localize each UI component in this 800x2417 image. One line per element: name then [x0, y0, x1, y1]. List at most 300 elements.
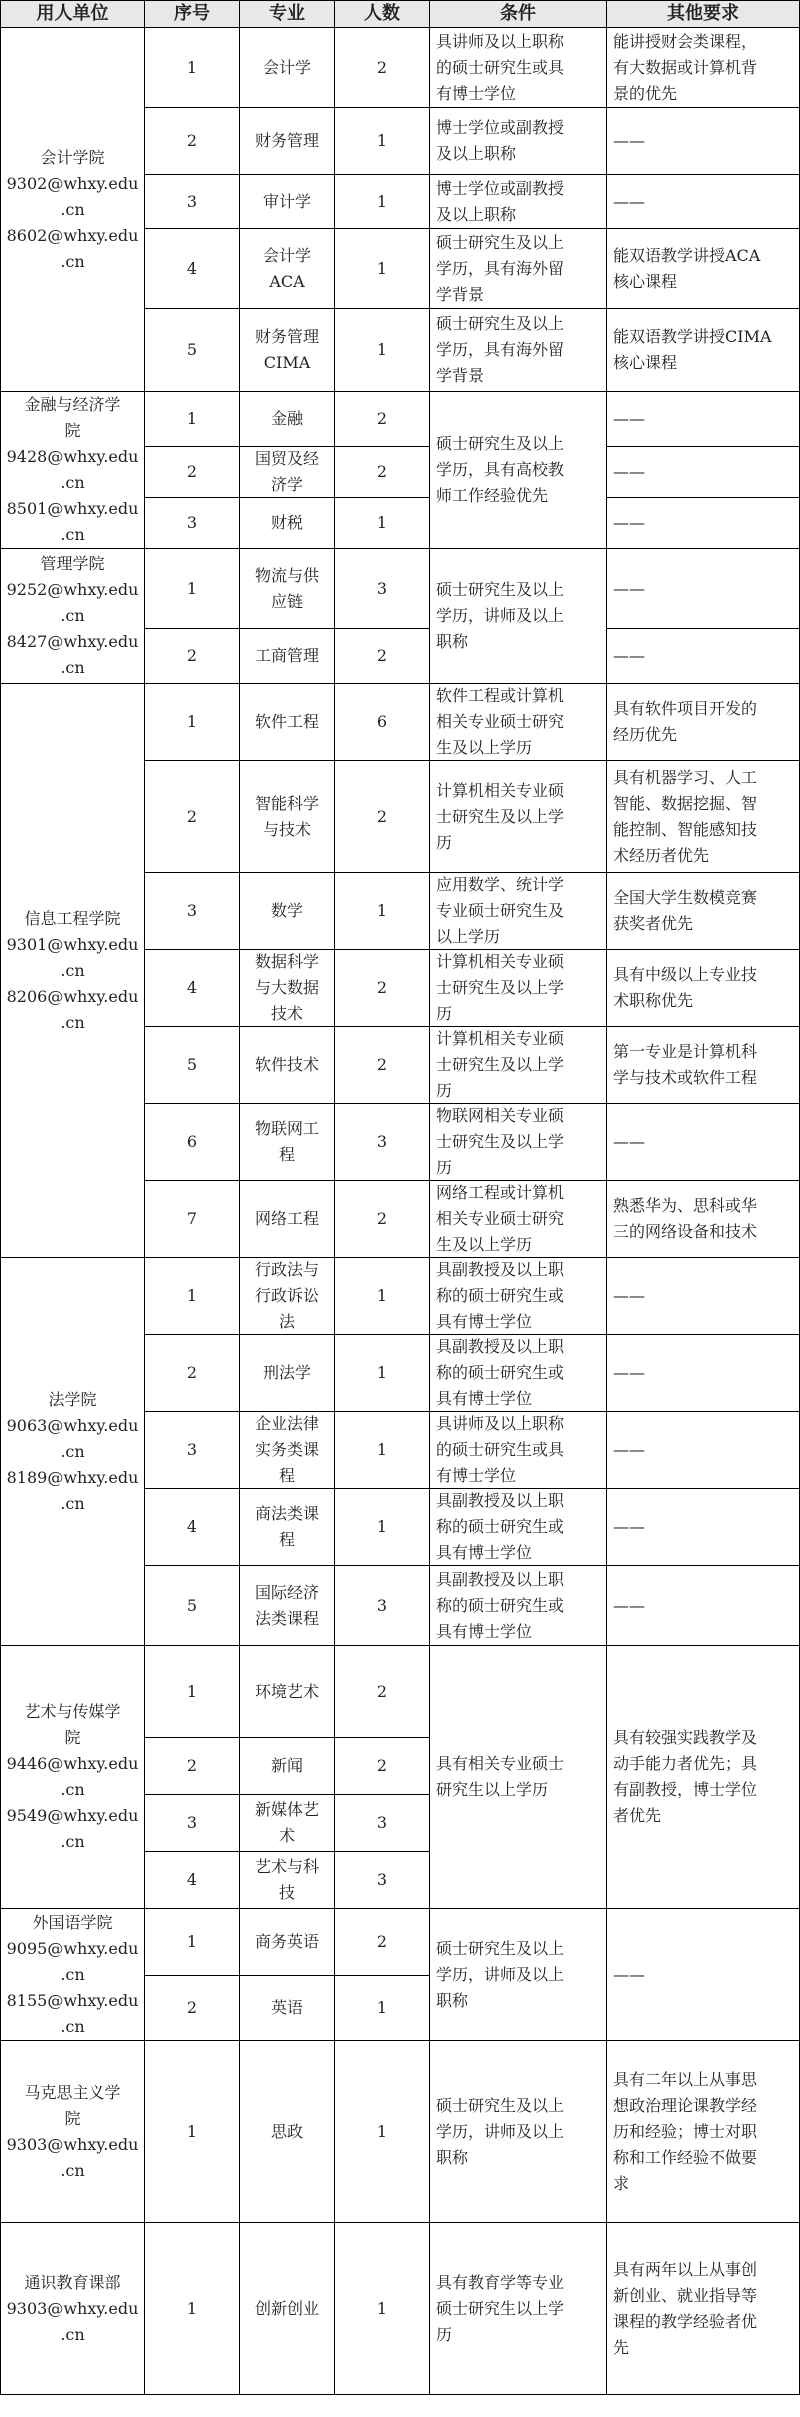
major-cell-text: 数据科学 与大数据 技术 [254, 952, 319, 1023]
seq-cell-text: 2 [186, 646, 198, 665]
seq-cell-text: 1 [186, 1681, 198, 1701]
major-cell-text: 企业法律 实务类课 程 [254, 1414, 319, 1485]
count-cell [335, 1104, 430, 1181]
count-cell [335, 1027, 430, 1104]
condition-cell-text: 具副教授及以上职 称的硕士研究生或 具有博士学位 [436, 1260, 565, 1331]
seq-cell-text: 4 [186, 258, 198, 278]
major-cell [240, 175, 335, 229]
major-cell [240, 1489, 335, 1566]
condition-cell-management-text: 硕士研究生及以上 学历，讲师及以上 职称 [436, 580, 565, 651]
seq-cell-text: 3 [186, 1813, 198, 1832]
other-cell-text: —— [613, 409, 645, 428]
unit-info [0, 684, 145, 1258]
other-cell-text: 第一专业是计算机科 学与技术或软件工程 [613, 1042, 758, 1087]
count-cell-text: 2 [376, 806, 388, 826]
major-cell-text: 工商管理 [254, 646, 319, 665]
major-cell-text: 商务英语 [254, 1932, 319, 1951]
condition-cell-text: 网络工程或计算机 相关专业硕士研究 生及以上学历 [436, 1183, 565, 1254]
seq-cell-text: 2 [186, 131, 198, 150]
major-cell-text: 物联网工 程 [254, 1119, 319, 1164]
count-cell-text: 2 [376, 1055, 388, 1074]
seq-cell-text: 3 [186, 191, 198, 211]
major-cell [240, 1258, 335, 1335]
other-cell [607, 629, 800, 684]
header-condition-text: 条件 [500, 3, 536, 24]
condition-cell-text: 具讲师及以上职称 的硕士研究生或具 有博士学位 [436, 31, 565, 103]
count-cell-text: 1 [376, 2298, 388, 2318]
other-cell-text: —— [613, 1595, 645, 1615]
seq-cell-text: 1 [186, 712, 198, 731]
condition-cell-text: 计算机相关专业硕 士研究生及以上学 历 [436, 780, 565, 852]
header-seq [145, 0, 240, 28]
seq-cell [145, 1104, 240, 1181]
count-cell-text: 2 [376, 57, 388, 77]
seq-cell [145, 1412, 240, 1489]
count-cell [335, 108, 430, 175]
count-cell-text: 2 [376, 1681, 388, 1701]
condition-cell-text: 硕士研究生及以上 学历，讲师及以上 职称 [436, 2095, 565, 2167]
condition-cell-text: 计算机相关专业硕 士研究生及以上学 历 [436, 1029, 565, 1100]
count-cell [335, 392, 430, 447]
other-cell [607, 1181, 800, 1258]
other-cell [607, 1258, 800, 1335]
seq-cell-text: 1 [186, 2121, 198, 2141]
other-cell [607, 2223, 800, 2395]
condition-cell-text: 硕士研究生及以上 学历，具有海外留 学背景 [436, 314, 565, 385]
count-cell [335, 1335, 430, 1412]
header-unit-text: 用人单位 [36, 3, 109, 24]
other-cell-text: 全国大学生数模竞赛 获奖者优先 [613, 888, 758, 933]
count-cell-text: 1 [376, 2121, 388, 2141]
seq-cell [145, 2041, 240, 2223]
count-cell [335, 229, 430, 309]
condition-cell [430, 1335, 607, 1412]
header-condition [430, 0, 607, 28]
other-cell [607, 549, 800, 629]
other-cell [607, 950, 800, 1027]
seq-cell [145, 629, 240, 684]
count-cell-text: 3 [376, 1870, 388, 1889]
other-cell-text: —— [613, 578, 645, 598]
other-cell-text: 具有二年以上从事思 想政治理论课教学经 历和经验；博士对职 称和工作经验不做要 求 [613, 2069, 758, 2193]
count-cell [335, 873, 430, 950]
unit-finance-text: 金融与经济学 院 9428@whxy.edu .cn 8501@whxy.edu .cn [6, 395, 139, 544]
major-cell [240, 1852, 335, 1909]
seq-cell [145, 1852, 240, 1909]
major-cell-text: 物流与供 应链 [254, 565, 319, 611]
major-cell-text: 商法类课 程 [254, 1504, 319, 1549]
count-cell [335, 1566, 430, 1646]
major-cell-text: 软件工程 [254, 712, 319, 731]
seq-cell [145, 1335, 240, 1412]
count-cell-text: 2 [376, 1209, 388, 1228]
major-cell [240, 1909, 335, 1976]
other-cell-text: 具有两年以上从事创 新创业、就业指导等 课程的教学经验者优 先 [613, 2259, 758, 2357]
condition-cell-text: 具讲师及以上职称 的硕士研究生或具 有博士学位 [436, 1414, 565, 1485]
major-cell [240, 447, 335, 498]
condition-cell [430, 761, 607, 873]
seq-cell [145, 1181, 240, 1258]
count-cell [335, 1795, 430, 1852]
major-cell-text: 数学 [270, 901, 303, 920]
seq-cell [145, 2223, 240, 2395]
other-cell [607, 175, 800, 229]
unit-marxism-text: 马克思主义学 院 9303@whxy.edu .cn [6, 2082, 139, 2180]
count-cell [335, 1412, 430, 1489]
count-cell [335, 761, 430, 873]
other-cell-text: 具有软件项目开发的 经历优先 [613, 699, 758, 744]
condition-cell-text: 具副教授及以上职 称的硕士研究生或 具有博士学位 [436, 1569, 565, 1641]
seq-cell-text: 2 [186, 806, 198, 826]
count-cell-text: 2 [376, 409, 388, 428]
major-cell [240, 1412, 335, 1489]
condition-cell [430, 950, 607, 1027]
count-cell [335, 1738, 430, 1795]
other-cell [607, 1412, 800, 1489]
count-cell [335, 1646, 430, 1738]
count-cell-text: 6 [376, 712, 388, 731]
seq-cell-text: 6 [186, 1132, 198, 1151]
major-cell-text: 思政 [270, 2121, 303, 2141]
condition-cell [430, 1412, 607, 1489]
count-cell [335, 684, 430, 761]
major-cell [240, 1738, 335, 1795]
seq-cell-text: 1 [186, 1286, 198, 1305]
header-seq-text: 序号 [174, 3, 210, 24]
major-cell [240, 1335, 335, 1412]
other-cell [607, 873, 800, 950]
seq-cell-text: 4 [186, 1517, 198, 1536]
seq-cell [145, 175, 240, 229]
other-cell [607, 498, 800, 549]
major-cell-text: 智能科学 与技术 [254, 793, 319, 839]
other-cell-text: 能讲授财会类课程， 有大数据或计算机背 景的优先 [613, 31, 758, 103]
seq-cell [145, 1646, 240, 1738]
unit-general [0, 2223, 145, 2395]
other-cell-text: —— [613, 1440, 645, 1459]
condition-cell-text: 博士学位或副教授 及以上职称 [436, 118, 565, 163]
seq-cell-text: 3 [186, 901, 198, 920]
condition-cell [430, 175, 607, 229]
count-cell-text: 1 [376, 1440, 388, 1459]
major-cell [240, 28, 335, 108]
header-unit [0, 0, 145, 28]
count-cell [335, 549, 430, 629]
condition-cell [430, 2041, 607, 2223]
major-cell-text: 英语 [270, 1998, 303, 2017]
condition-cell [430, 1489, 607, 1566]
other-cell-text: —— [613, 1517, 645, 1536]
seq-cell-text: 1 [186, 409, 198, 428]
other-cell-text: 能双语教学讲授ACA 核心课程 [613, 245, 761, 291]
count-cell-text: 1 [376, 191, 388, 211]
seq-cell-text: 7 [186, 1209, 198, 1228]
header-major [240, 0, 335, 28]
count-cell [335, 1909, 430, 1976]
unit-art [0, 1646, 145, 1909]
count-cell [335, 1976, 430, 2041]
seq-cell [145, 28, 240, 108]
count-cell-text: 1 [376, 1363, 388, 1382]
seq-cell [145, 229, 240, 309]
major-cell [240, 950, 335, 1027]
major-cell-text: 网络工程 [254, 1209, 319, 1228]
count-cell-text: 1 [376, 1998, 388, 2017]
major-cell [240, 309, 335, 392]
other-cell-text: 熟悉华为、思科或华 三的网络设备和技术 [613, 1196, 758, 1241]
count-cell-text: 2 [376, 462, 388, 481]
seq-cell-text: 1 [186, 1932, 198, 1951]
other-cell [607, 108, 800, 175]
count-cell [335, 1489, 430, 1566]
major-cell [240, 1566, 335, 1646]
condition-cell-text: 具副教授及以上职 称的硕士研究生或 具有博士学位 [436, 1491, 565, 1562]
count-cell [335, 447, 430, 498]
condition-cell-text: 硕士研究生及以上 学历，具有海外留 学背景 [436, 232, 565, 304]
major-cell [240, 392, 335, 447]
count-cell-text: 2 [376, 1756, 388, 1775]
seq-cell [145, 549, 240, 629]
count-cell [335, 309, 430, 392]
seq-cell-text: 4 [186, 978, 198, 997]
other-cell-text: —— [613, 131, 645, 150]
other-cell [607, 761, 800, 873]
condition-cell-management [430, 549, 607, 684]
seq-cell [145, 950, 240, 1027]
condition-cell-text: 应用数学、统计学 专业硕士研究生及 以上学历 [436, 875, 565, 946]
major-cell-text: 会计学 ACA [262, 245, 311, 291]
seq-cell [145, 873, 240, 950]
header-count-text: 人数 [364, 3, 400, 24]
count-cell-text: 1 [376, 901, 388, 920]
condition-cell-art-text: 具有相关专业硕士 研究生以上学历 [436, 1754, 565, 1799]
condition-cell [430, 1258, 607, 1335]
condition-cell [430, 873, 607, 950]
other-cell-text: —— [613, 646, 645, 665]
seq-cell [145, 1566, 240, 1646]
seq-cell-text: 1 [186, 2298, 198, 2318]
major-cell [240, 873, 335, 950]
count-cell-text: 3 [376, 578, 388, 598]
condition-cell-text: 具有教育学等专业 硕士研究生以上学 历 [436, 2272, 565, 2344]
count-cell [335, 498, 430, 549]
other-cell-text: —— [613, 191, 645, 211]
count-cell-text: 2 [376, 646, 388, 665]
major-cell [240, 761, 335, 873]
condition-cell [430, 1104, 607, 1181]
other-cell [607, 1027, 800, 1104]
seq-cell [145, 1489, 240, 1566]
seq-cell [145, 309, 240, 392]
major-cell [240, 549, 335, 629]
condition-cell-foreign [430, 1909, 607, 2041]
other-cell-text: 能双语教学讲授CIMA 核心课程 [613, 327, 772, 372]
major-cell-text: 刑法学 [262, 1363, 311, 1382]
other-cell [607, 2041, 800, 2223]
other-cell [607, 1335, 800, 1412]
seq-cell-text: 5 [186, 1595, 198, 1615]
seq-cell-text: 2 [186, 462, 198, 481]
other-cell [607, 684, 800, 761]
count-cell [335, 629, 430, 684]
count-cell-text: 1 [376, 131, 388, 150]
count-cell [335, 175, 430, 229]
major-cell-text: 金融 [270, 409, 303, 428]
header-other [607, 0, 800, 28]
other-cell [607, 392, 800, 447]
unit-info-text: 信息工程学院 9301@whxy.edu .cn 8206@whxy.edu .cn [6, 908, 139, 1032]
count-cell-text: 1 [376, 1517, 388, 1536]
unit-finance [0, 392, 145, 549]
major-cell-text: 财务管理 CIMA [254, 327, 319, 372]
major-cell-text: 财务管理 [254, 131, 319, 150]
unit-management-text: 管理学院 9252@whxy.edu .cn 8427@whxy.edu .cn [6, 554, 139, 677]
count-cell-text: 1 [376, 258, 388, 278]
other-cell-art-text: 具有较强实践教学及 动手能力者优先；具 有副教授，博士学位 者优先 [613, 1728, 758, 1825]
other-cell-text: —— [613, 1286, 645, 1305]
seq-cell [145, 1909, 240, 1976]
seq-cell-text: 5 [186, 340, 198, 359]
unit-accounting-text: 会计学院 9302@whxy.edu .cn 8602@whxy.edu .cn [6, 147, 139, 271]
unit-law [0, 1258, 145, 1646]
condition-cell-finance-text: 硕士研究生及以上 学历，具有高校教 师工作经验优先 [436, 434, 565, 505]
major-cell-text: 国贸及经 济学 [254, 449, 319, 494]
major-cell-text: 环境艺术 [254, 1681, 319, 1701]
condition-cell [430, 309, 607, 392]
header-other-text: 其他要求 [667, 3, 739, 24]
condition-cell [430, 2223, 607, 2395]
condition-cell-text: 博士学位或副教授 及以上职称 [436, 178, 565, 224]
major-cell [240, 1181, 335, 1258]
seq-cell [145, 498, 240, 549]
condition-cell [430, 108, 607, 175]
seq-cell [145, 447, 240, 498]
count-cell-text: 3 [376, 1132, 388, 1151]
count-cell-text: 2 [376, 1932, 388, 1951]
unit-law-text: 法学院 9063@whxy.edu .cn 8189@whxy.edu .cn [6, 1389, 139, 1513]
count-cell [335, 2223, 430, 2395]
count-cell-text: 2 [376, 978, 388, 997]
seq-cell-text: 3 [186, 1440, 198, 1459]
condition-cell [430, 1181, 607, 1258]
condition-cell-text: 物联网相关专业硕 士研究生及以上学 历 [436, 1106, 565, 1177]
seq-cell-text: 1 [186, 578, 198, 598]
unit-art-text: 艺术与传媒学 院 9446@whxy.edu .cn 9549@whxy.edu .cn [6, 1702, 139, 1851]
seq-cell-text: 5 [186, 1055, 198, 1074]
other-cell-text: —— [613, 1132, 645, 1151]
unit-foreign-text: 外国语学院 9095@whxy.edu .cn 8155@whxy.edu .cn [6, 1912, 139, 2036]
count-cell-text: 1 [376, 340, 388, 359]
seq-cell-text: 2 [186, 1998, 198, 2017]
condition-cell [430, 1027, 607, 1104]
count-cell [335, 1258, 430, 1335]
other-cell [607, 1489, 800, 1566]
other-cell [607, 1104, 800, 1181]
condition-cell-art [430, 1646, 607, 1909]
unit-general-text: 通识教育课部 9303@whxy.edu .cn [6, 2272, 139, 2344]
other-cell [607, 28, 800, 108]
condition-cell-foreign-text: 硕士研究生及以上 学历，讲师及以上 职称 [436, 1938, 565, 2010]
other-cell [607, 229, 800, 309]
major-cell [240, 1027, 335, 1104]
major-cell [240, 2041, 335, 2223]
header-major-text: 专业 [269, 3, 305, 24]
condition-cell [430, 1566, 607, 1646]
count-cell [335, 2041, 430, 2223]
seq-cell-text: 3 [186, 513, 198, 532]
count-cell [335, 1181, 430, 1258]
unit-marxism [0, 2041, 145, 2223]
unit-management [0, 549, 145, 684]
seq-cell-text: 2 [186, 1756, 198, 1775]
major-cell [240, 1976, 335, 2041]
seq-cell [145, 1795, 240, 1852]
seq-cell [145, 1976, 240, 2041]
major-cell-text: 创新创业 [254, 2298, 319, 2318]
major-cell [240, 1104, 335, 1181]
other-cell-text: —— [613, 462, 645, 481]
major-cell-text: 新媒体艺 术 [254, 1800, 319, 1845]
count-cell [335, 28, 430, 108]
major-cell [240, 1795, 335, 1852]
count-cell [335, 950, 430, 1027]
seq-cell [145, 1027, 240, 1104]
major-cell-text: 艺术与科 技 [254, 1857, 319, 1902]
unit-foreign [0, 1909, 145, 2041]
condition-cell [430, 28, 607, 108]
other-cell-text: 具有中级以上专业技 术职称优先 [613, 965, 758, 1010]
count-cell-text: 1 [376, 513, 388, 532]
condition-cell-text: 软件工程或计算机 相关专业硕士研究 生及以上学历 [436, 686, 565, 757]
seq-cell [145, 1738, 240, 1795]
count-cell [335, 1852, 430, 1909]
major-cell [240, 2223, 335, 2395]
seq-cell [145, 1258, 240, 1335]
condition-cell-text: 具副教授及以上职 称的硕士研究生或 具有博士学位 [436, 1337, 565, 1408]
major-cell-text: 审计学 [262, 191, 311, 211]
seq-cell [145, 684, 240, 761]
condition-cell [430, 229, 607, 309]
seq-cell [145, 761, 240, 873]
major-cell [240, 1646, 335, 1738]
other-cell [607, 309, 800, 392]
condition-cell-finance [430, 392, 607, 549]
other-cell-foreign-text: —— [613, 1964, 645, 1984]
major-cell [240, 498, 335, 549]
other-cell-text: —— [613, 513, 645, 532]
other-cell [607, 1566, 800, 1646]
other-cell-art [607, 1646, 800, 1909]
other-cell-text: 具有机器学习、人工 智能、数据挖掘、智 能控制、智能感知技 术经历者优先 [613, 767, 758, 865]
major-cell-text: 国际经济 法类课程 [254, 1582, 319, 1628]
major-cell-text: 新闻 [270, 1756, 303, 1775]
header-count [335, 0, 430, 28]
count-cell-text: 1 [376, 1286, 388, 1305]
major-cell [240, 629, 335, 684]
other-cell [607, 447, 800, 498]
major-cell [240, 684, 335, 761]
count-cell-text: 3 [376, 1595, 388, 1615]
seq-cell [145, 108, 240, 175]
condition-cell-text: 计算机相关专业硕 士研究生及以上学 历 [436, 952, 565, 1023]
seq-cell-text: 2 [186, 1363, 198, 1382]
count-cell-text: 3 [376, 1813, 388, 1832]
major-cell-text: 行政法与 行政诉讼 法 [254, 1260, 319, 1331]
seq-cell-text: 1 [186, 57, 198, 77]
seq-cell [145, 392, 240, 447]
unit-accounting [0, 28, 145, 392]
other-cell-text: —— [613, 1363, 645, 1382]
